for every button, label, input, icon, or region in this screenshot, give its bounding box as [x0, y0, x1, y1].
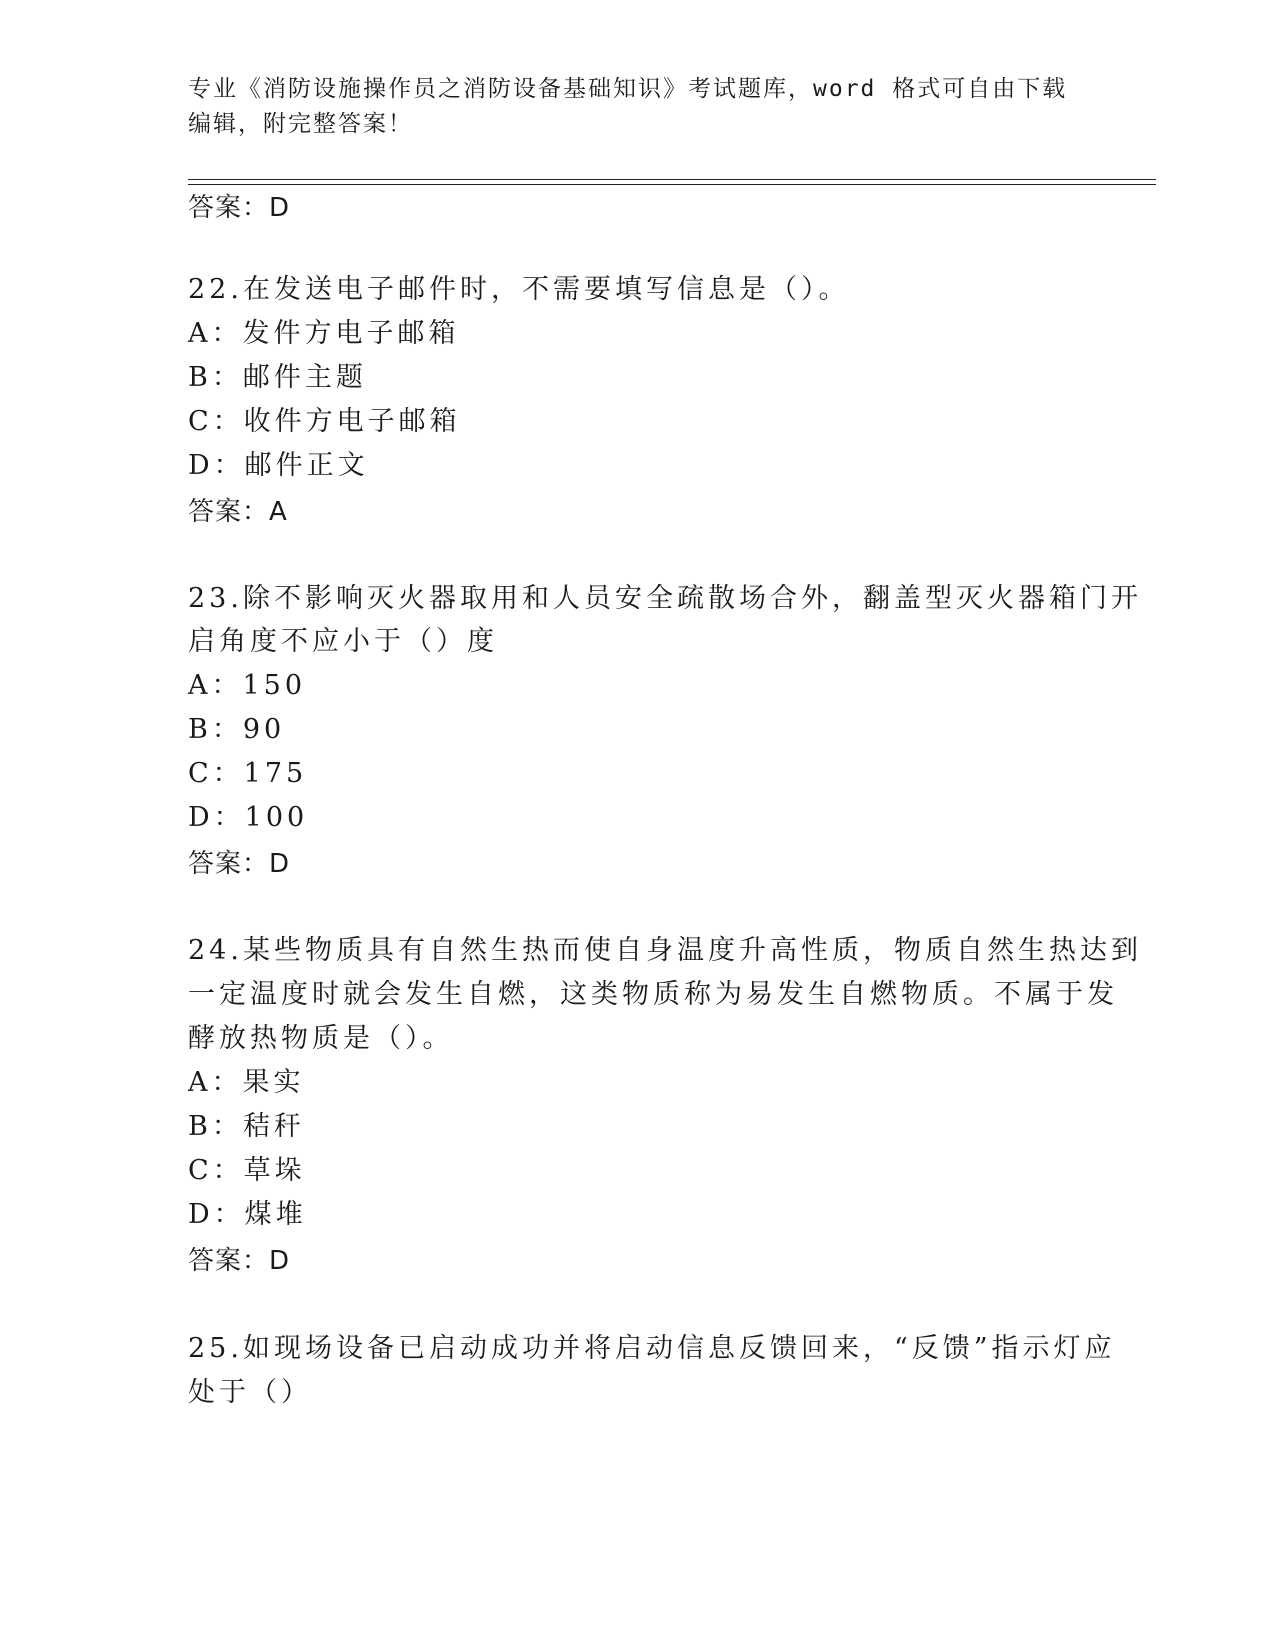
question-23-stem-line-1: 23.除不影响灭火器取用和人员安全疏散场合外，翻盖型灭火器箱门开 [188, 583, 1142, 614]
question-24-option-b: B：秸秆 [188, 1111, 305, 1142]
header-divider-top [188, 179, 1156, 180]
question-22-stem-line-1: 22.在发送电子邮件时，不需要填写信息是（）。 [188, 274, 850, 305]
question-24-stem-line-2: 一定温度时就会发生自燃，这类物质称为易发生自燃物质。不属于发 [188, 979, 1118, 1010]
question-23-option-c: C：175 [188, 758, 308, 789]
question-24-option-a: A：果实 [188, 1067, 305, 1098]
question-22-option-d: D：邮件正文 [188, 450, 369, 481]
question-25-stem-line-2: 处于（） [188, 1377, 312, 1408]
question-23-stem-line-2: 启角度不应小于（）度 [188, 626, 498, 657]
question-24-answer: 答案：D [188, 1246, 291, 1276]
question-23-answer: 答案：D [188, 849, 291, 879]
question-22-option-c: C：收件方电子邮箱 [188, 406, 461, 437]
question-24-stem-line-1: 24.某些物质具有自然生热而使自身温度升高性质，物质自然生热达到 [188, 935, 1142, 966]
question-25-stem-line-1: 25.如现场设备已启动成功并将启动信息反馈回来，“反馈”指示灯应 [188, 1333, 1116, 1364]
question-22-answer: 答案：A [188, 497, 288, 527]
question-23-option-a: A：150 [188, 670, 307, 701]
question-23-option-d: D：100 [188, 802, 309, 833]
header-divider-bottom [188, 184, 1156, 185]
question-24-option-d: D：煤堆 [188, 1199, 307, 1230]
document-header: 专业《消防设施操作员之消防设备基础知识》考试题库，word 格式可自由下载编辑，附完整答案！ [188, 76, 1068, 137]
previous-answer: 答案：D [188, 193, 291, 223]
question-22-option-a: A：发件方电子邮箱 [188, 318, 460, 349]
question-24-stem-line-3: 酵放热物质是（）。 [188, 1023, 454, 1054]
question-23-option-b: B：90 [188, 714, 286, 745]
question-24-option-c: C：草垛 [188, 1155, 306, 1186]
question-22-option-b: B：邮件主题 [188, 362, 367, 393]
